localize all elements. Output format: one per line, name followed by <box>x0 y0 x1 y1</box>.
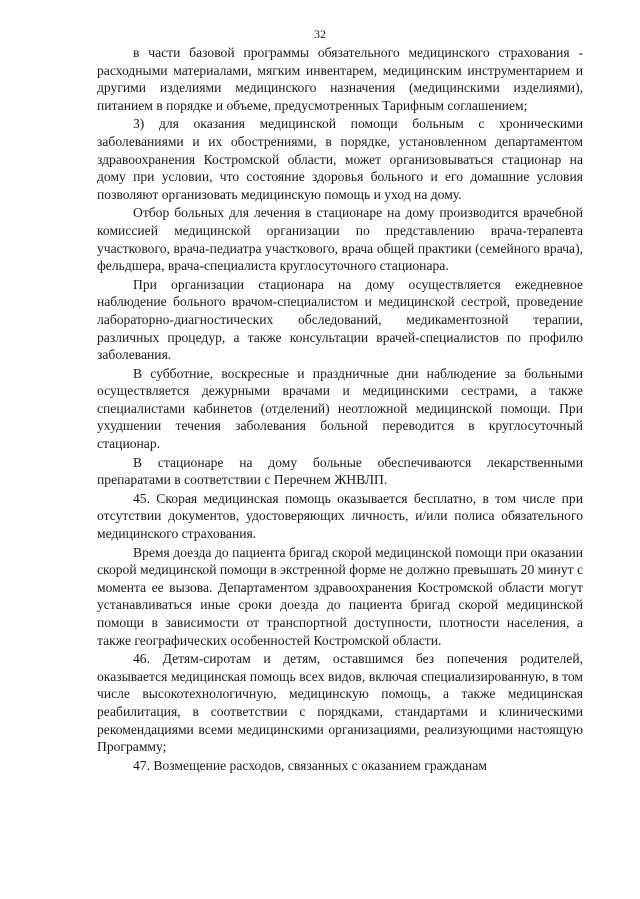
paragraph-item-46-orphans: 46. Детям-сиротам и детям, оставшимся без попечения родителей, оказывается медицинская помощь всех видов, включая специализированную, в том числе высокотехнологичную, медицинскую помощь, а также медицинская реабилитация, в соответствии с порядками, стандартами и клиническими рекомендациями всеми медицинскими организациями, реализующими настоящую Программу; <box>97 651 583 755</box>
document-body <box>97 44 583 775</box>
paragraph-home-hospital-item-3: 3) для оказания медицинской помощи больным с хроническими заболеваниями и их обострениями, в порядке, установленном департаментом здравоохранения Костромской области, может организовываться стационар на дому при условии, что состояние здоровья больного и его домашние условия позволяют организовать медицинскую помощь и уход на дому. <box>97 116 583 202</box>
paragraph-item-45-emergency-care: 45. Скорая медицинская помощь оказывается бесплатно, в том числе при отсутствии документов, удостоверяющих личность, и/или полиса обязательного медицинского страхования. <box>97 490 583 542</box>
paragraph-item-47-reimbursement: 47. Возмещение расходов, связанных с оказанием гражданам <box>133 757 487 773</box>
paragraph-materials-continuation: в части базовой программы обязательного медицинского страхования - расходными материалами, мягким инвентарем, медицинским инструментарием и другими изделиями медицинского назначения (медицинскими изделиями), питанием в порядке и объеме, предусмотренных Тарифным соглашением; <box>97 45 583 113</box>
paragraph-medication-supply: В стационаре на дому больные обеспечиваются лекарственными препаратами в соответствии с Перечнем ЖНВЛП. <box>97 454 583 488</box>
paragraph-daily-observation: При организации стационара на дому осуществляется ежедневное наблюдение больного врачом-специалистом и медицинской сестрой, проведение лабораторно-диагностических обследований, медикаментозной терапии, различных процедур, а также консультации врачей-специалистов по профилю заболевания. <box>97 276 583 363</box>
page-number: 32 <box>314 27 326 41</box>
paragraph-weekend-observation: В субботние, воскресные и праздничные дни наблюдение за больными осуществляется дежурными врачами и медицинскими сестрами, а также специалистами кабинетов (отделений) неотложной медицинской помощи. При ухудшении течения заболевания больной переводится в круглосуточный стационар. <box>97 365 583 452</box>
paragraph-arrival-time: Время доезда до пациента бригад скорой медицинской помощи при оказании скорой медицинской помощи в экстренной форме не должно превышать 20 минут с момента ее вызова. Департаментом здравоохранения Костромской области могут устанавливаться иные сроки доезда до пациента бригад скорой медицинской помощи в зависимости от транспортной доступности, плотности населения, а также географических особенностей Костромской области. <box>97 544 583 648</box>
paragraph-patient-selection: Отбор больных для лечения в стационаре на дому производится врачебной комиссией медицинской организации по представлению врача-терапевта участкового, врача-педиатра участкового, врача общей практики (семейного врача), фельдшера, врача-специалиста круглосуточного стационара. <box>97 205 583 274</box>
